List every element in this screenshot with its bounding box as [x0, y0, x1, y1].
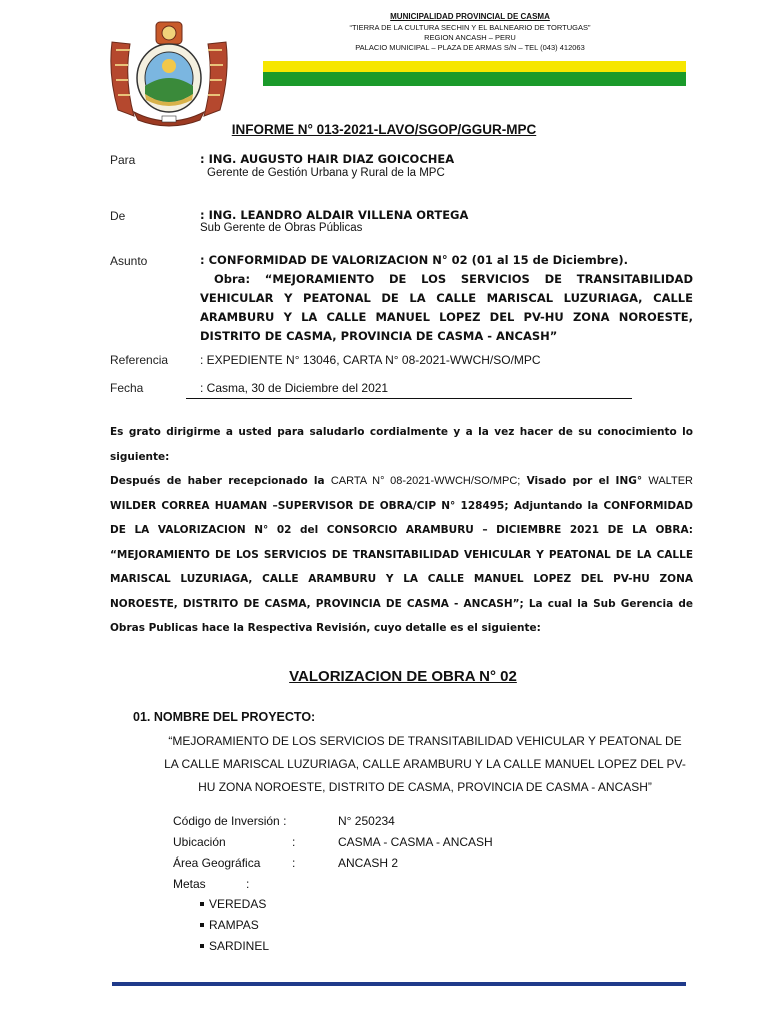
asunto-obra: Obra: “MEJORAMIENTO DE LOS SERVICIOS DE TRANSITABILIDAD VEHICULAR Y PEATONAL DE LA CALLE MARISCAL LUZURIAGA, CALLE ARAMBURU Y LA CALLE MANUEL LOPEZ DEL PV-HU ZONA NOROESTE, DISTRITO DE CASMA, PROVINCIA DE CASMA - ANCASH”	[200, 272, 693, 343]
project-name: “MEJORAMIENTO DE LOS SERVICIOS DE TRANSITABILIDAD VEHICULAR Y PEATONAL DE LA CALLE MARISCAL LUZURIAGA, CALLE ARAMBURU Y LA CALLE MANUEL LOPEZ DEL PV-HU ZONA NOROESTE, DISTRITO DE CASMA, PROVINCIA DE CASMA - ANCASH”	[164, 734, 686, 794]
valorizacion-title: VALORIZACION DE OBRA N° 02	[289, 668, 517, 685]
ubicacion-colon: :	[292, 835, 296, 849]
meta-item-label: VEREDAS	[209, 897, 267, 911]
fecha-value: : Casma, 30 de Diciembre del 2021	[200, 381, 389, 395]
bullet-icon	[200, 944, 204, 948]
body-paragraph-2-rest: WILDER CORREA HUAMAN –SUPERVISOR DE OBRA/CIP N° 128495; Adjuntando la CONFORMIDAD DE LA VALORIZACION N° 02 del CONSORCIO ARAMBURU – DICIEMBRE 2021 DE LA OBRA: “MEJORAMIENTO DE LOS SERVICIOS DE TRANSITABILIDAD VEHICULAR Y PEATONAL DE LA CALLE MARISCAL LUZURIAGA, CALLE ARAMBURU Y LA CALLE MANUEL LOPEZ DEL PV-HU ZONA NOROESTE, DISTRITO DE CASMA, PROVINCIA DE CASMA - ANCASH”; La cual la Sub Gerencia de Obras Publicas hace la Respectiva Revisión, cuyo detalle es el siguiente:	[110, 499, 693, 634]
carta-reference: CARTA N° 08-2021-WWCH/SO/MPC;	[330, 475, 521, 487]
body-paragraph-2-visado: Visado por el ING°	[520, 475, 649, 487]
body-paragraph-1: Es grato dirigirme a usted para saludarlo cordialmente y a la vez hacer de su conocimiento lo siguiente:	[110, 426, 693, 463]
header-band-yellow	[263, 61, 686, 72]
ubicacion-value: CASMA - CASMA - ANCASH	[338, 835, 493, 849]
header-divider	[186, 398, 632, 399]
meta-item	[200, 897, 266, 911]
para-label: Para	[110, 153, 136, 167]
referencia-value: : EXPEDIENTE N° 13046, CARTA N° 08-2021-WWCH/SO/MPC	[200, 353, 541, 367]
bullet-icon	[200, 902, 204, 906]
header-band-green	[263, 72, 686, 86]
referencia-label: Referencia	[110, 353, 169, 367]
informe-title: INFORME N° 013-2021-LAVO/SGOP/GGUR-MPC	[231, 122, 537, 137]
area-colon: :	[292, 856, 296, 870]
municipal-crest-icon	[104, 20, 234, 128]
metas-label: Metas	[173, 877, 206, 891]
body-paragraph-2-start: Después de haber recepcionado la	[110, 475, 331, 487]
de-name: : ING. LEANDRO ALDAIR VILLENA ORTEGA	[200, 208, 469, 222]
meta-item-label: SARDINEL	[209, 939, 270, 953]
meta-item	[200, 939, 269, 953]
asunto-label: Asunto	[110, 254, 148, 268]
body-text	[110, 420, 693, 641]
fecha-label: Fecha	[110, 381, 144, 395]
meta-item-label: RAMPAS	[209, 918, 259, 932]
para-role: Gerente de Gestión Urbana y Rural de la MPC	[207, 167, 445, 179]
area-label: Área Geográfica	[173, 856, 261, 870]
asunto-line1: : CONFORMIDAD DE VALORIZACION N° 02 (01 al 15 de Diciembre).	[200, 253, 629, 267]
bullet-icon	[200, 923, 204, 927]
meta-item	[200, 918, 259, 932]
de-role: Sub Gerente de Obras Públicas	[200, 222, 363, 234]
codigo-value: N° 250234	[338, 814, 395, 828]
municipality-title: MUNICIPALIDAD PROVINCIAL DE CASMA	[390, 12, 550, 21]
footer-line	[112, 982, 686, 986]
metas-colon: :	[246, 877, 250, 891]
asunto-block	[200, 251, 693, 346]
walter-name: WALTER	[648, 475, 693, 487]
ubicacion-label: Ubicación	[173, 835, 226, 849]
municipality-address: PALACIO MUNICIPAL – PLAZA DE ARMAS S/N – TEL (043) 412063	[355, 43, 585, 52]
para-name: : ING. AUGUSTO HAIR DIAZ GOICOCHEA	[200, 152, 455, 166]
de-label: De	[110, 209, 126, 223]
section-heading: 01. NOMBRE DEL PROYECTO:	[133, 710, 316, 724]
codigo-label: Código de Inversión :	[173, 814, 287, 828]
municipality-motto: “TIERRA DE LA CULTURA SECHIN Y EL BALNEARIO DE TORTUGAS”	[349, 23, 591, 32]
municipality-region: REGION ANCASH – PERU	[424, 33, 516, 42]
area-value: ANCASH 2	[338, 856, 399, 870]
